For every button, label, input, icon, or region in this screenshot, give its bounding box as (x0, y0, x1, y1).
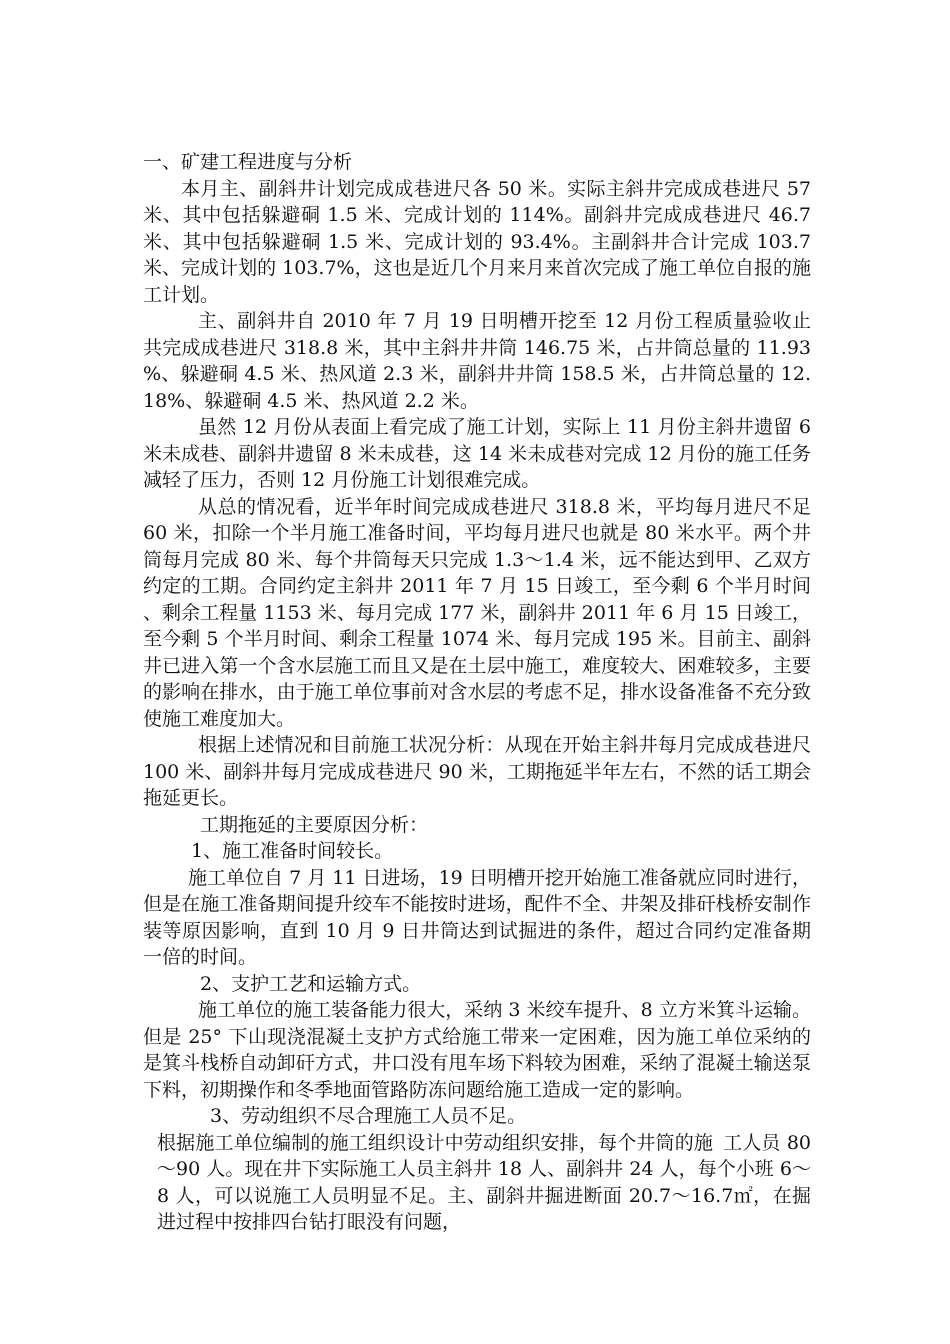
reason2-title: 2、支护工艺和运输方式。 (200, 972, 422, 995)
section-heading: 一、矿建工程进度与分析 (143, 151, 353, 173)
reasons-title: 工期拖延的主要原因分析： (200, 813, 429, 836)
reason3-title: 3、劳动组织不尽合理施工人员不足。 (210, 1105, 527, 1127)
paragraph-cumulative-progress: 主、副斜井自 2010 年 7 月 19 日明槽开挖至 12 月份工程质量验收止共完成成巷进尺 318.8 米，其中主斜井井筒 146.75 米，占井筒总量的 11.93%、躲避硐 4.5 米、热风道 2.3 米，副斜井井筒 158.5 米，占井筒总量的 12.18%、躲避硐 4.5 米、热风道 2.2 米。 (143, 310, 811, 412)
reason2-text: 施工单位的施工装备能力很大，采纳 3 米绞车提升、8 立方米箕斗运输。但是 25° 下山现浇混凝土支护方式给施工带来一定困难，因为施工单位采纳的是箕斗栈桥自动卸矸方式，井口没有甩车场下料较为困难，采纳了混凝土输送泵下料，初期操作和冬季地面管路防冻问题给施工造成一定的影响。 (143, 999, 811, 1101)
reason3-text-rest: 工人员 80～90 人。现在井下实际施工人员主斜井 18 人、副斜井 24 人，每个小班 6～8 人，可以说施工人员明显不足。主、副斜井掘进断面 20.7～16.7㎡，在掘进过程中按排四台钻打眼没有问题， (157, 1131, 811, 1233)
paragraph-overall-analysis: 从总的情况看，近半年时间完成成巷进尺 318.8 米，平均每月进尺不足 60 米，扣除一个半月施工准备时间，平均每月进尺也就是 80 米水平。两个井筒每月完成 80 米、每个井筒每天只完成 1.3～1.4 米，远不能达到甲、乙双方约定的工期。合同约定主斜井 2011 年 7 月 15 日竣工，至今剩 6 个半月时间、剩余工程量 1153 米、每月完成 177 米，副斜井 2011 年 6 月 15 日竣工，至今剩 5 个半月时间、剩余工程量 1074 米、每月完成 195 米。目前主、副斜井已进入第一个含水层施工而且又是在土层中施工，难度较大、困难较多，主要的影响在排水，由于施工单位事前对含水层的考虑不足，排水设备准备不充分致使施工难度加大。 (143, 495, 811, 730)
reason1-text: 施工单位自 7 月 11 日进场，19 日明槽开挖开始施工准备就应同时进行，但是在施工准备期间提升绞车不能按时进场，配件不全、井架及排矸栈桥安制作装等原因影响，直到 10 月 9 日井筒达到试掘进的条件，超过合同约定准备期一倍的时间。 (143, 866, 811, 968)
paragraph-monthly-progress: 本月主、副斜井计划完成成巷进尺各 50 米。实际主斜井完成成巷进尺 57 米、其中包括躲避硐 1.5 米、完成计划的 114%。副斜井完成成巷进尺 46.7 米、其中包括躲避硐 1.5 米、完成计划的 93.4%。主副斜井合计完成 103.7 米、完成计划的 103.7%，这也是近几个月来月来首次完成了施工单位自报的施工计划。 (143, 177, 811, 306)
reason3-text-first: 根据施工单位编制的施工组织设计中劳动组织安排，每个井筒的施 (157, 1131, 714, 1154)
reason3-text (157, 1130, 811, 1236)
document-body (143, 149, 811, 1236)
paragraph-december-plan: 虽然 12 月份从表面上看完成了施工计划，实际上 11 月份主斜井遗留 6 米未成巷、副斜井遗留 8 米未成巷，这 14 米未成巷对完成 12 月份的施工任务减轻了压力，否则 12 月份施工计划很难完成。 (143, 416, 811, 491)
reason1-title: 1、施工准备时间较长。 (191, 840, 394, 862)
paragraph-forecast: 根据上述情况和目前施工状况分析：从现在开始主斜井每月完成成巷进尺 100 米、副斜井每月完成成巷进尺 90 米，工期拖延半年左右，不然的话工期会拖延更长。 (143, 734, 811, 809)
